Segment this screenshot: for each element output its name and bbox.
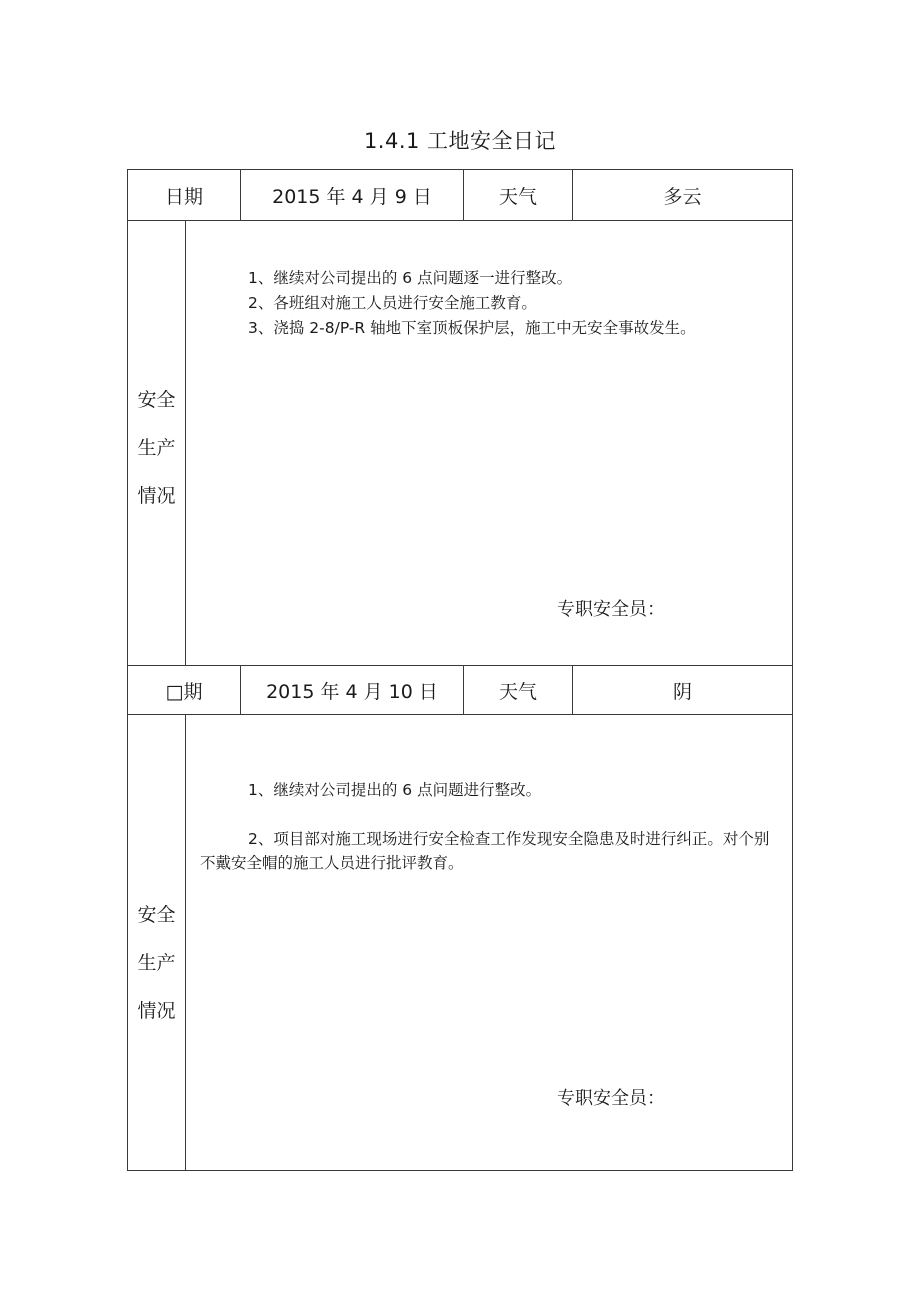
date-value-cell-2: 2015 年 4 月 10 日 [240,665,464,715]
weather-label-cell-2: 天气 [463,665,573,715]
page-title: 1.4.1 工地安全日记 [363,129,557,153]
list-item: 2、项目部对施工现场进行安全检查工作发现安全隐患及时进行纠正。对个别不戴安全帽的施工人员进行批评教育。 [200,830,770,872]
weather-value-cell-2: 阴 [572,665,793,715]
section-label-line: 情况 [137,999,176,1022]
section-label-line: 安全 [137,903,176,926]
safety-officer-label: 专职安全员： [557,599,665,620]
date-label-cell-2: □期 [127,665,241,715]
list-item: 2、各班组对施工人员进行安全施工教育。 [248,294,537,312]
section-label-line: 生产 [137,437,176,459]
section-label-line: 安全 [137,389,176,411]
list-item: 1、继续对公司提出的 6 点问题进行整改。 [248,781,542,799]
list-item: 3、浇捣 2-8/P-R 轴地下室顶板保护层，施工中无安全事故发生。 [248,319,696,337]
date-value-cell-1: 2015 年 4 月 9 日 [240,169,464,221]
weather-value-cell-1: 多云 [572,169,793,221]
content-cell-1 [185,220,793,666]
safety-officer-label: 专职安全员： [557,1088,665,1109]
section-label-cell-1 [127,220,186,666]
weather-label-cell-1: 天气 [463,169,573,221]
section-label-cell-2 [127,714,186,1171]
content-cell-2 [185,714,793,1171]
section-label-line: 情况 [137,485,176,507]
list-item: 1、继续对公司提出的 6 点问题逐一进行整改。 [248,269,573,287]
section-label-line: 生产 [137,951,176,974]
date-label-cell-1: 日期 [127,169,241,221]
